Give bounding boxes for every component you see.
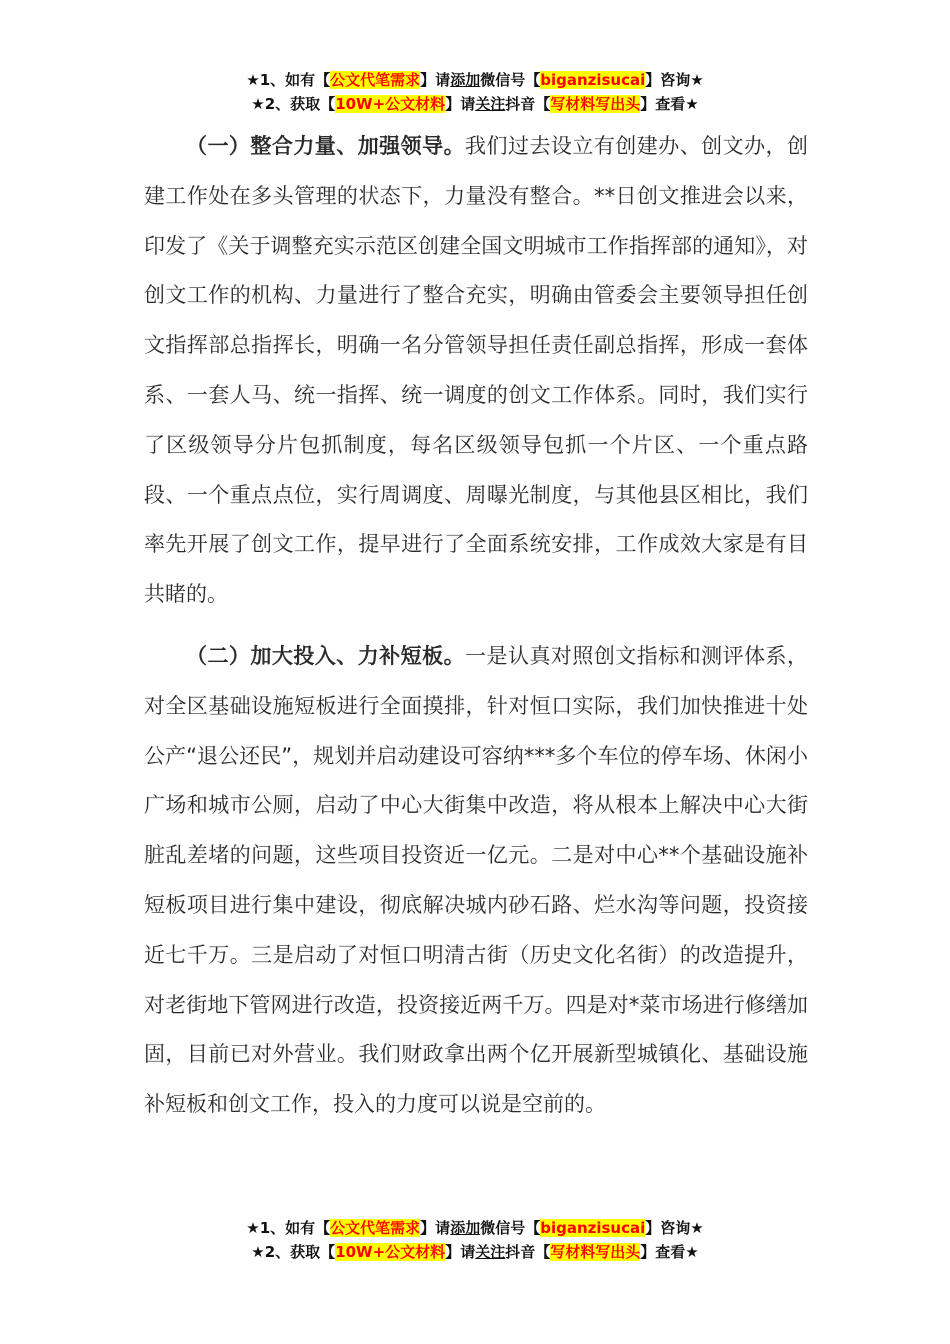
- banner-text: 】查看★: [640, 95, 699, 113]
- banner-text: 】咨询★: [645, 71, 704, 89]
- header-banner: [0, 68, 950, 116]
- paragraph-text: 一是认真对照创文指标和测评体系，对全区基础设施短板进行全面摸排，针对恒口实际，我们加快推进十处公产“退公还民”，规划并启动建设可容纳***多个车位的停车场、休闲小广场和城市公厕，启动了中心大街集中改造，将从根本上解决中心大街脏乱差堵的问题，这些项目投资近一亿元。二是对中心**个基础设施补短板项目进行集中建设，彻底解决城内砂石路、烂水沟等问题，投资接近七千万。三是启动了对恒口明清古街（历史文化名街）的改造提升，对老街地下管网进行改造，投资接近两千万。四是对*菜市场进行修缮加固，目前已对外营业。我们财政拿出两个亿开展新型城镇化、基础设施补短板和创文工作，投入的力度可以说是空前的。: [144, 643, 809, 1117]
- highlight-douyin-account: 写材料写出头: [550, 1243, 641, 1261]
- banner-text: ★2、获取【: [251, 1243, 336, 1261]
- underlined-add: 添加: [450, 71, 481, 89]
- banner-text: ★1、如有【: [246, 71, 331, 89]
- banner-text: 】请: [445, 1243, 476, 1261]
- underlined-follow: 关注: [475, 1243, 506, 1261]
- underlined-follow: 关注: [475, 95, 506, 113]
- footer-banner: [0, 1216, 950, 1264]
- banner-text: 】查看★: [640, 1243, 699, 1261]
- banner-text: 】请: [445, 95, 476, 113]
- banner-line-2: [0, 92, 950, 116]
- paragraph-heading: （一）整合力量、加强领导。: [186, 134, 466, 158]
- banner-text: ★1、如有【: [246, 1219, 331, 1237]
- banner-text: 微信号【: [480, 71, 541, 89]
- banner-text: 微信号【: [480, 1219, 541, 1237]
- paragraph-heading: （二）加大投入、力补短板。: [186, 643, 466, 668]
- underlined-add: 添加: [450, 1219, 481, 1237]
- highlight-ghostwriting: 公文代笔需求: [330, 71, 421, 89]
- highlight-materials: 10W+公文材料: [335, 95, 446, 113]
- highlight-wechat-id: biganzisucai: [540, 71, 646, 89]
- banner-text: 】咨询★: [645, 1219, 704, 1237]
- highlight-douyin-account: 写材料写出头: [550, 95, 641, 113]
- banner-text: 抖音【: [505, 95, 551, 113]
- document-body: [144, 122, 808, 1130]
- banner-line-2: [0, 1240, 950, 1264]
- banner-text: 抖音【: [505, 1243, 551, 1261]
- banner-text: 】请: [420, 71, 451, 89]
- paragraph-2: [144, 632, 808, 1130]
- highlight-ghostwriting: 公文代笔需求: [330, 1219, 421, 1237]
- banner-line-1: [0, 68, 950, 92]
- banner-text: 】请: [420, 1219, 451, 1237]
- highlight-materials: 10W+公文材料: [335, 1243, 446, 1261]
- paragraph-text: 我们过去设立有创建办、创文办，创建工作处在多头管理的状态下，力量没有整合。**日创文推进会以来，印发了《关于调整充实示范区创建全国文明城市工作指挥部的通知》，对创文工作的机构、力量进行了整合充实，明确由管委会主要领导担任创文指挥部总指挥长，明确一名分管领导担任责任副总指挥，形成一套体系、一套人马、统一指挥、统一调度的创文工作体系。同时，我们实行了区级领导分片包抓制度，每名区级领导包抓一个片区、一个重点路段、一个重点点位，实行周调度、周曝光制度，与其他县区相比，我们率先开展了创文工作，提早进行了全面系统安排，工作成效大家是有目共睹的。: [144, 134, 809, 607]
- banner-text: ★2、获取【: [251, 95, 336, 113]
- paragraph-1: [144, 122, 808, 620]
- highlight-wechat-id: biganzisucai: [540, 1219, 646, 1237]
- banner-line-1: [0, 1216, 950, 1240]
